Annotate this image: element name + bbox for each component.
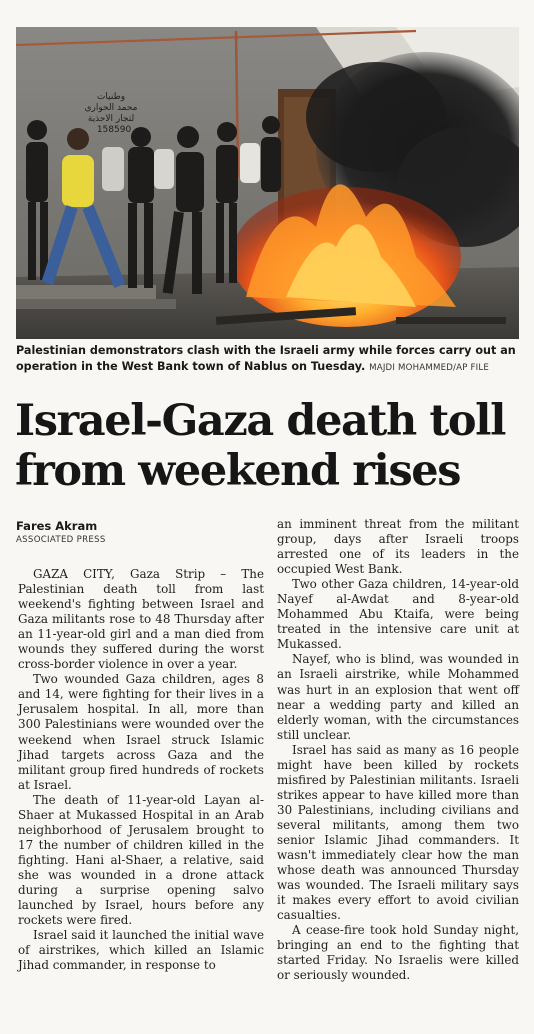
article-paragraph: Nayef, who is blind, was wounded in an Israeli airstrike, while Mohammed was hurt in an explosion that went off near a wedding party and killed an elderly woman, with the circumstances still unclear. — [277, 652, 519, 742]
headline: Israel-Gaza death toll from weekend rises — [15, 396, 506, 496]
article-paragraph: Two other Gaza children, 14-year-old Nayef al-Awdat and 8-year-old Mohammed Abu Ktaifa, were being treated in the intensive care unit at Mukassed. — [277, 577, 519, 652]
graffiti-line-3: لتجار الاحذية — [87, 114, 135, 124]
author-name: Fares Akram — [16, 519, 98, 533]
article-paragraph: The death of 11-year-old Layan al-Shaer at Mukassed Hospital in an Arab neighborhood of Jerusalem brought to 17 the number of children killed in the fighting. Hani al-Shaer, a relative, said she was wounded in a drone attack during a surprise opening salvo launched by Israel, hours before any rockets were fired. — [18, 792, 264, 928]
graffiti-line-4: 158590 — [96, 125, 132, 135]
article-column-left — [18, 567, 264, 973]
article-column-right — [277, 517, 519, 983]
photo-caption — [16, 343, 519, 376]
article-paragraph: Two wounded Gaza children, ages 8 and 14, were fighting for their lives in a Jerusalem hospital. In all, more than 300 Palestinians were wounded over the weekend when Israel struck Islamic Jihad targets across Gaza and the militant group fired hundreds of rockets at Israel. — [18, 672, 264, 792]
caption-text: Palestinian demonstrators clash with the Israeli army while forces carry out an operation in the West Bank town of Nablus on Tuesday. — [16, 344, 516, 373]
news-photo — [16, 27, 519, 339]
graffiti-line-1: وطنيات — [96, 92, 126, 102]
graffiti-line-2: محمد الحواري — [84, 103, 138, 113]
article-paragraph: an imminent threat from the militant group, days after Israeli troops arrested one of its leaders in the occupied West Bank. — [277, 517, 519, 577]
photo-credit: MAJDI MOHAMMED/AP FILE — [369, 363, 490, 373]
protest-fire-photo-icon — [16, 27, 519, 339]
news-agency: ASSOCIATED PRESS — [16, 535, 106, 545]
article-paragraph: GAZA CITY, Gaza Strip – The Palestinian death toll from last weekend's fighting between Israel and Gaza militants rose to 48 Thursday after an 11-year-old girl and a man died from wounds they suffered during the worst cross-border violence in over a year. — [18, 567, 264, 672]
article-paragraph: Israel said it launched the initial wave of airstrikes, which killed an Islamic Jihad commander, in response to — [18, 928, 264, 973]
article-paragraph: A cease-fire took hold Sunday night, bringing an end to the fighting that started Friday. No Israelis were killed or seriously wounded. — [277, 923, 519, 983]
article-paragraph: Israel has said as many as 16 people might have been killed by rockets misfired by Palestinian militants. Israeli strikes appear to have killed more than 30 Palestinians, including civilians and several militants, among them two senior Islamic Jihad commanders. It wasn't immediately clear how the man whose death was announced Thursday was wounded. The Israeli military says it makes every effort to avoid civilian casualties. — [277, 742, 519, 923]
byline — [16, 519, 256, 547]
